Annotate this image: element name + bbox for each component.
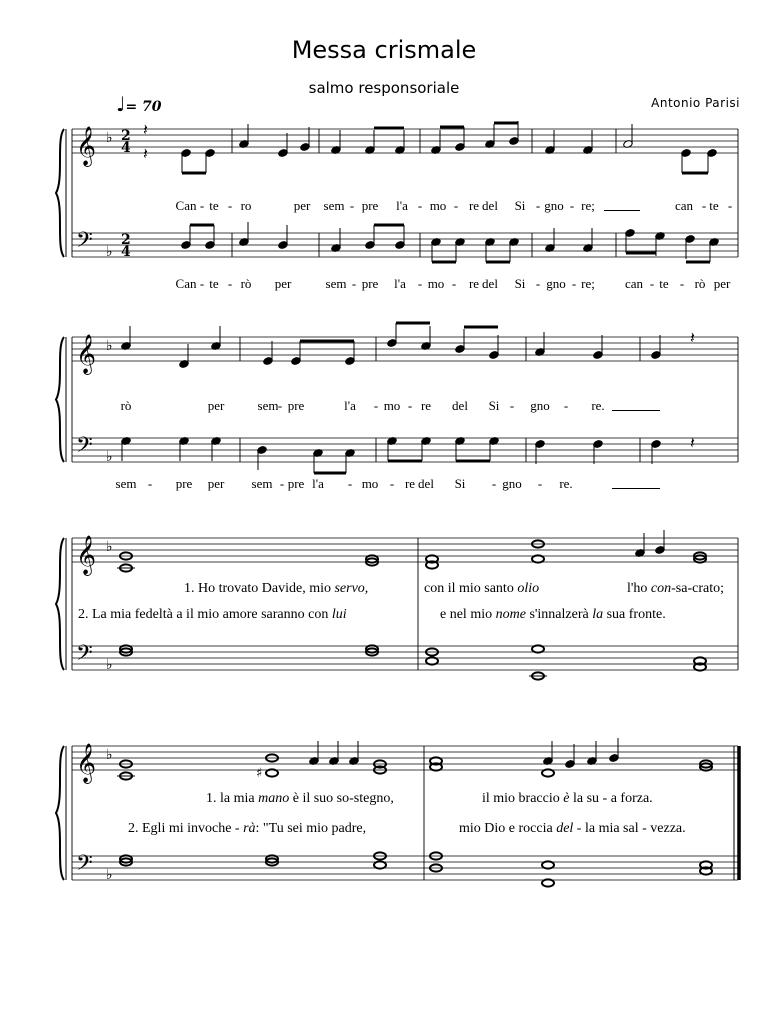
flat-icon: ♭ <box>106 657 113 673</box>
lyric-syllable: sem <box>251 476 273 491</box>
lyric-syllable: te <box>209 198 219 213</box>
lyric-syllable: re; <box>581 198 595 213</box>
lyric-syllable: pre <box>361 276 379 291</box>
whole-note <box>532 645 544 652</box>
verse1-line2-part1: 1. la mia mano è il suo so-stegno, <box>206 791 394 806</box>
lyric-syllable: sem <box>257 398 279 413</box>
lyric-syllable: gno <box>544 198 564 213</box>
lyric-syllable: - <box>491 476 497 491</box>
flat-icon: ♭ <box>106 130 113 146</box>
quarter-note-icon: ♩ <box>116 92 126 116</box>
brace <box>56 129 64 257</box>
lyric-syllable: - <box>389 476 395 491</box>
lyric-extender <box>604 210 640 211</box>
score-title: Messa crismale <box>291 36 477 64</box>
bass-clef-icon: 𝄢 <box>76 228 93 258</box>
lyric-syllable: - <box>727 198 733 213</box>
bass-clef-icon: 𝄢 <box>76 851 93 881</box>
flat-icon: ♭ <box>106 338 113 354</box>
lyric-syllable: can <box>674 198 694 213</box>
lyric-syllable: re; <box>581 276 595 291</box>
lyric-syllable: - <box>147 476 153 491</box>
lyric-syllable: re <box>468 198 480 213</box>
tempo-value: = 70 <box>125 99 162 115</box>
lyric-syllable: - <box>351 276 357 291</box>
quarter-rest-icon: 𝄽 <box>690 433 695 452</box>
lyric-syllable: - <box>277 398 283 413</box>
score-subtitle: salmo responsoriale <box>308 79 460 97</box>
treble-clef-icon: 𝄞 <box>76 126 97 166</box>
lyric-syllable: - <box>535 198 541 213</box>
verse1-line2-part2: il mio braccio è la su - a forza. <box>482 791 653 806</box>
lyric-syllable: l'a <box>312 476 324 491</box>
lyric-syllable: sem <box>115 476 137 491</box>
lyric-syllable: - <box>701 198 707 213</box>
lyric-syllable: te <box>209 276 219 291</box>
lyric-syllable: del <box>452 398 468 413</box>
lyric-syllable: - <box>227 276 233 291</box>
lyric-syllable: - <box>679 276 685 291</box>
lyric-syllable: Si <box>488 398 500 413</box>
flat-icon: ♭ <box>106 244 113 260</box>
system1-treble-staff <box>72 129 738 153</box>
verse2-line1-part2: e nel mio nome s'innalzerà la sua fronte. <box>440 607 666 622</box>
lyric-syllable: can <box>624 276 644 291</box>
quarter-rest-icon: 𝄽 <box>690 328 695 347</box>
lyric-syllable: te <box>659 276 669 291</box>
bass-clef-icon: 𝄢 <box>76 433 93 463</box>
verse1-line1-part2: con il mio santo olio <box>424 581 540 596</box>
lyric-syllable: mo <box>361 476 379 491</box>
lyric-syllable: Si <box>454 476 466 491</box>
lyric-syllable: - <box>537 476 543 491</box>
lyric-syllable: - <box>407 398 413 413</box>
lyric-syllable: gno <box>502 476 522 491</box>
lyric-syllable: - <box>509 398 515 413</box>
lyric-syllable: rò <box>240 276 252 291</box>
lyric-syllable: sem <box>323 198 345 213</box>
lyric-syllable: del <box>482 276 498 291</box>
whole-note <box>532 555 544 562</box>
lyric-syllable: pre <box>361 198 379 213</box>
lyric-syllable: rò <box>120 398 132 413</box>
flat-icon: ♭ <box>106 867 113 883</box>
whole-note <box>542 861 554 868</box>
system2-bass-staff <box>72 438 738 462</box>
lyric-syllable: re <box>404 476 416 491</box>
lyric-syllable: re. <box>559 476 573 491</box>
verse2-line2-part2: mio Dio e roccia del - la mia sal - vezza. <box>459 821 686 836</box>
lyric-syllable: del <box>482 198 498 213</box>
time-signature-bottom: 4 <box>121 244 131 260</box>
time-signature-top: 2 <box>121 128 131 144</box>
composer-name: Antonio Parisi <box>651 96 740 110</box>
bass-clef-icon: 𝄢 <box>76 641 93 671</box>
lyric-syllable: Can <box>175 198 197 213</box>
sharp-icon: ♯ <box>256 766 263 781</box>
verse1-line1-part3: l'ho con-sa-crato; <box>627 581 724 596</box>
lyric-syllable: - <box>453 198 459 213</box>
lyric-syllable: - <box>571 276 577 291</box>
lyric-syllable: - <box>569 198 575 213</box>
brace <box>56 538 64 670</box>
lyric-syllable: Si <box>514 198 526 213</box>
brace <box>56 746 64 880</box>
time-signature-top: 2 <box>121 232 131 248</box>
lyric-syllable: - <box>417 198 423 213</box>
system2-treble-staff <box>72 337 738 361</box>
lyric-syllable: re. <box>591 398 605 413</box>
lyric-syllable: ro <box>240 198 252 213</box>
treble-clef-icon: 𝄞 <box>76 535 97 575</box>
lyric-syllable: pre <box>175 476 193 491</box>
lyric-syllable: per <box>207 476 225 491</box>
lyric-syllable: gno <box>530 398 550 413</box>
treble-clef-icon: 𝄞 <box>76 743 97 783</box>
whole-note <box>542 769 554 776</box>
flat-icon: ♭ <box>106 449 113 465</box>
verse2-line1-part1: 2. La mia fedeltà a il mio amore saranno con lui <box>78 607 347 622</box>
lyric-syllable: - <box>279 476 285 491</box>
lyric-syllable: - <box>373 398 379 413</box>
lyric-syllable: Si <box>514 276 526 291</box>
treble-clef-icon: 𝄞 <box>76 334 97 374</box>
lyric-syllable: - <box>199 198 205 213</box>
quarter-rest-icon: 𝄽 <box>143 144 148 163</box>
lyric-syllable: pre <box>287 398 305 413</box>
lyric-syllable: - <box>349 198 355 213</box>
lyric-syllable: - <box>417 276 423 291</box>
lyric-syllable: te <box>709 198 719 213</box>
whole-note <box>426 657 438 664</box>
lyric-syllable: - <box>347 476 353 491</box>
lyric-extender <box>612 488 660 489</box>
lyric-syllable: - <box>563 398 569 413</box>
brace <box>56 337 64 462</box>
system3-bass-staff <box>72 646 738 670</box>
lyric-syllable: Can <box>175 276 197 291</box>
lyric-extender <box>612 410 660 411</box>
lyric-syllable: per <box>207 398 225 413</box>
whole-note <box>374 861 386 868</box>
whole-note <box>542 879 554 886</box>
verse1-line1-part1: 1. Ho trovato Davide, mio servo, <box>184 581 369 596</box>
lyric-syllable: rò <box>694 276 706 291</box>
lyric-syllable: del <box>418 476 434 491</box>
lyric-syllable: - <box>227 198 233 213</box>
lyric-syllable: - <box>535 276 541 291</box>
lyric-syllable: mo <box>429 198 447 213</box>
lyric-syllable: l'a <box>396 198 408 213</box>
lyric-syllable: re <box>468 276 480 291</box>
flat-icon: ♭ <box>106 747 113 763</box>
whole-note <box>266 769 278 776</box>
lyric-syllable: sem <box>325 276 347 291</box>
lyric-syllable: pre <box>287 476 305 491</box>
lyric-syllable: re <box>420 398 432 413</box>
quarter-rest-icon: 𝄽 <box>143 120 148 139</box>
system4-bass-staff <box>72 856 738 880</box>
lyric-syllable: per <box>293 198 311 213</box>
lyric-syllable: per <box>713 276 731 291</box>
verse2-line2-part1: 2. Egli mi invoche - rà: "Tu sei mio padre, <box>128 821 367 836</box>
lyric-syllable: - <box>649 276 655 291</box>
lyric-syllable: - <box>199 276 205 291</box>
system4-treble-staff <box>72 746 738 770</box>
lyric-syllable: mo <box>427 276 445 291</box>
lyric-syllable: mo <box>383 398 401 413</box>
lyric-syllable: gno <box>546 276 566 291</box>
lyric-syllable: l'a <box>344 398 356 413</box>
lyric-syllable: per <box>274 276 292 291</box>
lyric-syllable: - <box>451 276 457 291</box>
lyric-syllable: l'a <box>394 276 406 291</box>
flat-icon: ♭ <box>106 539 113 555</box>
time-signature-bottom: 4 <box>121 140 131 156</box>
